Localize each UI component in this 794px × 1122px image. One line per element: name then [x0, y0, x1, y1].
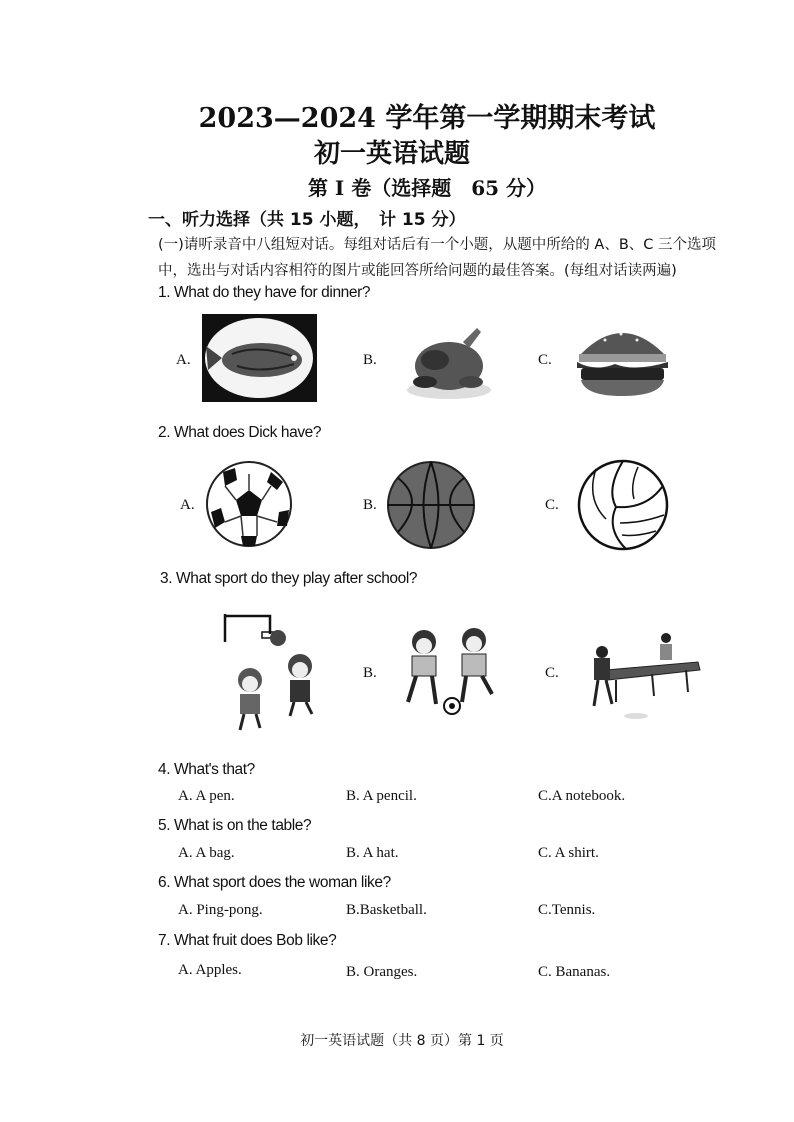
part-title: 第 I 卷（选择题 65 分） — [307, 176, 547, 200]
q4-option-b: B. A pencil. — [346, 788, 417, 804]
q3-option-b-label: B. — [363, 665, 377, 681]
q1-option-b-label: B. — [363, 352, 377, 368]
question-1: 1. What do they have for dinner? — [158, 284, 371, 301]
q2-option-c-label: C. — [545, 497, 559, 513]
q4-option-c: C.A notebook. — [538, 788, 626, 804]
q4-option-a: A. A pen. — [178, 788, 235, 804]
volleyball-image — [576, 459, 670, 551]
q5-option-c: C. A shirt. — [538, 845, 599, 861]
q7-option-c: C. Bananas. — [538, 964, 611, 980]
q7-option-b: B. Oranges. — [346, 964, 418, 980]
question-5: 5. What is on the table? — [158, 817, 312, 834]
roast-chicken-image — [405, 322, 493, 402]
q7-option-a: A. Apples. — [178, 962, 242, 978]
ping-pong-players-image — [576, 630, 702, 722]
soccer-kids-image — [400, 628, 500, 720]
q5-option-a: A. A bag. — [178, 845, 235, 861]
q3-option-c-label: C. — [545, 665, 559, 681]
question-3: 3. What sport do they play after school? — [160, 570, 418, 587]
exam-title: 2023—2024 学年第一学期期末考试 — [198, 103, 656, 134]
q6-option-c: C.Tennis. — [538, 902, 596, 918]
q6-option-b: B.Basketball. — [346, 902, 427, 918]
q5-option-b: B. A hat. — [346, 845, 399, 861]
q1-option-c-label: C. — [538, 352, 552, 368]
section-heading: 一、听力选择（共 15 小题， 计 15 分） — [148, 210, 466, 230]
question-7: 7. What fruit does Bob like? — [158, 932, 337, 949]
question-4: 4. What's that? — [158, 761, 255, 778]
question-2: 2. What does Dick have? — [158, 424, 322, 441]
soccer-ball-image — [205, 460, 293, 548]
basketball-kids-image — [220, 612, 325, 732]
section-instruction: (一)请听录音中八组短对话。每组对话后有一个小题，从题中所给的 A、B、C 三个选项中，选出与对话内容相符的图片或能回答所给问题的最佳答案。(每组对话读两遍) — [158, 237, 717, 279]
page-footer: 初一英语试题（共 8 页）第 1 页 — [300, 1033, 504, 1049]
exam-subtitle: 初一英语试题 — [313, 139, 470, 169]
q2-option-a-label: A. — [180, 497, 195, 513]
hamburger-image — [575, 320, 670, 402]
fish-dish-image — [202, 314, 317, 402]
q1-option-a-label: A. — [176, 352, 191, 368]
q2-option-b-label: B. — [363, 497, 377, 513]
basketball-image — [386, 460, 476, 550]
question-6: 6. What sport does the woman like? — [158, 874, 391, 891]
q6-option-a: A. Ping-pong. — [178, 902, 263, 918]
